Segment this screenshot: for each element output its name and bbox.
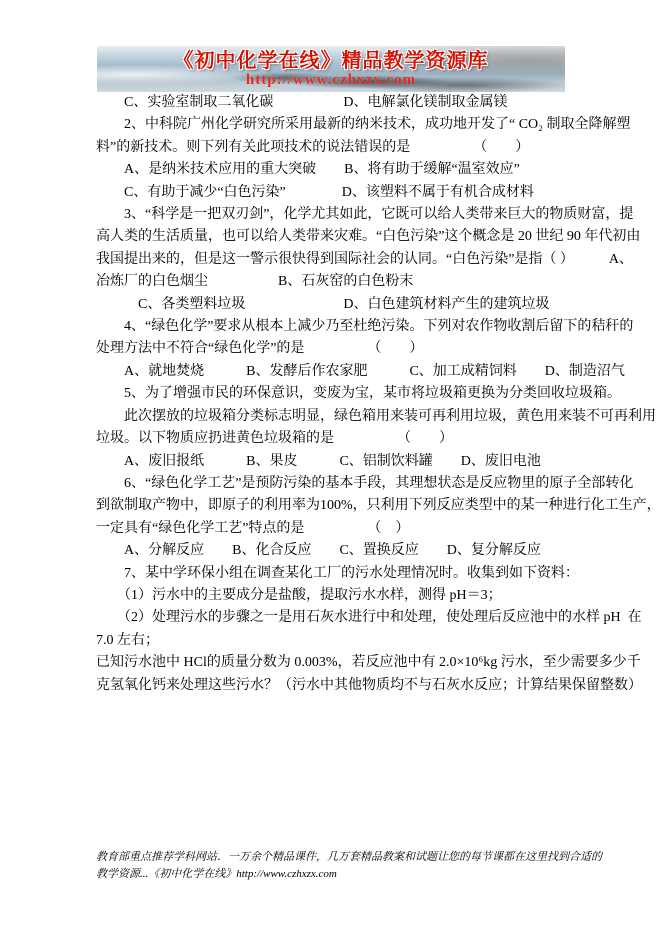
text-line: 已知污水池中 HCl的质量分数为 0.003%，若反应池中有 2.0×10⁶kg 污水，至少需要多少千 xyxy=(96,655,641,671)
page-footer xyxy=(96,849,601,883)
text-line: A、就地焚烧 B、发酵后作农家肥 C、加工成精饲料 D、制造沼气 xyxy=(96,363,625,379)
text-line: （1）污水中的主要成分是盐酸，提取污水水样，测得 pH＝3； xyxy=(96,587,502,603)
text-line: 克氢氧化钙来处理这些污水？（污水中其他物质均不与石灰水反应；计算结果保留整数） xyxy=(96,677,642,693)
text-line: 3、“科学是一把双刃剑”，化学尤其如此，它既可以给人类带来巨大的物质财富，提 xyxy=(96,207,634,223)
text-line: 冶炼厂的白色烟尘 B、石灰窑的白色粉末 xyxy=(96,274,414,290)
text-line: A、废旧报纸 B、果皮 C、铝制饮料罐 D、废旧电池 xyxy=(96,453,541,469)
text-line: C、有助于减少“白色污染” D、该塑料不属于有机合成材料 xyxy=(96,184,534,200)
text-line: 教学资源...《初中化学在线》http://www.czhxzx.com xyxy=(96,868,337,880)
text-line: 4、“绿色化学”要求从根本上减少乃至杜绝污染。下列对农作物收割后留下的秸秆的 xyxy=(96,319,634,335)
banner-url: http://www.czhxzx.com xyxy=(245,72,417,88)
text-line: （2）处理污水的步骤之一是用石灰水进行中和处理，使处理后反应池中的水样 pH 在 xyxy=(96,610,642,626)
text-line: 垃圾。以下物质应扔进黄色垃圾箱的是 （ ） xyxy=(96,431,453,447)
text-line: A、是纳米技术应用的重大突破 B、将有助于缓解“温室效应” xyxy=(96,162,520,178)
text-line: C、实验室制取二氧化碳 D、电解氯化镁制取金属镁 xyxy=(96,95,508,110)
text-line: 高人类的生活质量，也可以给人类带来灾难。“白色污染”这个概念是 20 世纪 90 年代初由 xyxy=(96,229,641,245)
text-line: C、各类塑料垃圾 D、白色建筑材料产生的建筑垃圾 xyxy=(96,296,550,312)
text-line: A、分解反应 B、化合反应 C、置换反应 D、复分解反应 xyxy=(96,543,541,559)
banner-title: 《初中化学在线》精品教学资源库 xyxy=(173,50,489,72)
text-line: 我国提出来的，但是这一警示很快得到国际社会的认同。“白色污染”是指（ ） A、 xyxy=(96,251,634,267)
text-line: 料”的新技术。则下列有关此项技术的说法错误的是 （ ） xyxy=(96,139,530,155)
text-line: 2、中科院广州化学研究所采用最新的纳米技术，成功地开发了“ CO₂ 制取全降解塑 xyxy=(96,117,631,133)
text-line: 6、“绿色化学工艺”是预防污染的基本手段，其理想状态是反应物里的原子全部转化 xyxy=(96,475,634,491)
text-line: 5、为了增强市民的环保意识，变废为宝，某市将垃圾箱更换为分类回收垃圾箱。 xyxy=(96,386,621,402)
text-line: 到欲制取产物中，即原子的利用率为100%，只利用下列反应类型中的某一种进行化工生产， xyxy=(96,498,661,514)
text-line: 处理方法中不符合“绿色化学”的是 （ ） xyxy=(96,341,424,357)
text-line: 一定具有“绿色化学工艺”特点的是 （ ） xyxy=(96,520,410,536)
document-body xyxy=(96,92,661,697)
text-line: 教育部重点推荐学科网站．一万余个精品课件，几万套精品教案和试题让您的每节课都在这里找到合适的 xyxy=(96,851,602,863)
text-line: 7.0 左右； xyxy=(96,632,159,648)
text-line: 此次摆放的垃圾箱分类标志明显，绿色箱用来装可再利用垃圾，黄色用来装不可再利用 xyxy=(96,408,656,424)
site-banner xyxy=(97,46,565,92)
text-line: 7、某中学环保小组在调查某化工厂的污水处理情况时。收集到如下资料： xyxy=(96,565,579,581)
